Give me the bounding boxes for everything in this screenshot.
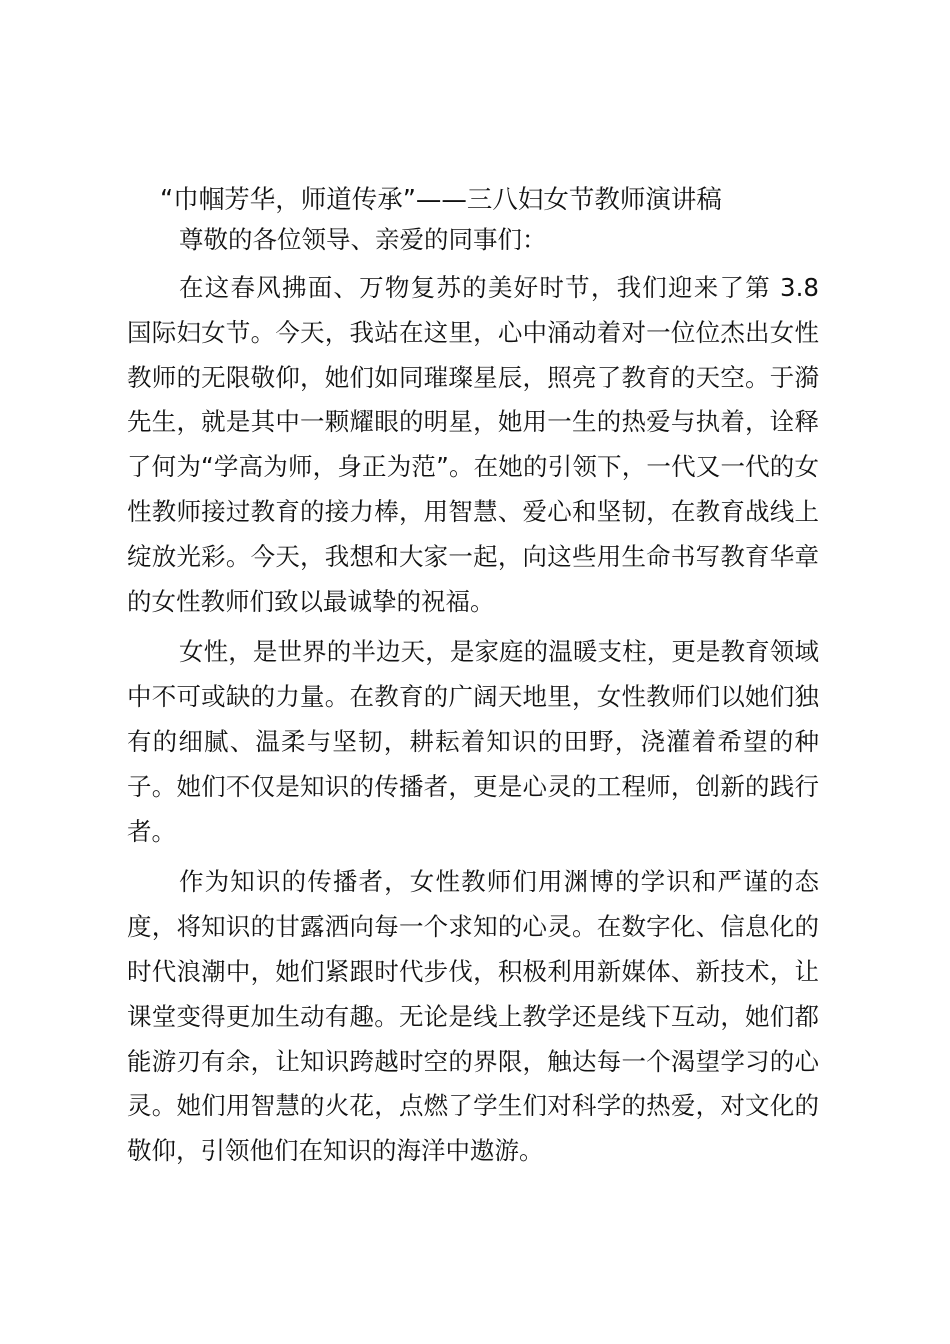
salutation: 尊敬的各位领导、亲爱的同事们： [179, 225, 547, 254]
paragraph-2: 女性，是世界的半边天，是家庭的温暖支柱，更是教育领域中不可或缺的力量。在教育的广阔天地里，女性教师们以她们独有的细腻、温柔与坚韧，耕耘着知识的田野，浇灌着希望的种子。她们不仅是知识的传播者，更是心灵的工程师，创新的践行者。 [127, 637, 819, 846]
paragraph-1: 在这春风拂面、万物复苏的美好时节，我们迎来了第 3.8 国际妇女节。今天，我站在这里，心中涌动着对一位位杰出女性教师的无限敬仰，她们如同璀璨星辰，照亮了教育的天空。于漪先生，就是其中一颗耀眼的明星，她用一生的热爱与执着，诠释了何为“学高为师，身正为范”。在她的引领下，一代又一代的女性教师接过教育的接力棒，用智慧、爱心和坚韧，在教育战线上绽放光彩。今天，我想和大家一起，向这些用生命书写教育华章的女性教师们致以最诚挚的祝福。 [127, 273, 819, 616]
document-page [127, 180, 819, 1174]
document-title: “巾帼芳华，师道传承”——三八妇女节教师演讲稿 [160, 185, 722, 215]
paragraph-3: 作为知识的传播者，女性教师们用渊博的学识和严谨的态度，将知识的甘露洒向每一个求知的心灵。在数字化、信息化的时代浪潮中，她们紧跟时代步伐，积极利用新媒体、新技术，让课堂变得更加生动有趣。无论是线上教学还是线下互动，她们都能游刃有余，让知识跨越时空的界限，触达每一个渴望学习的心灵。她们用智慧的火花，点燃了学生们对科学的热爱，对文化的敬仰，引领他们在知识的海洋中遨游。 [127, 867, 819, 1166]
